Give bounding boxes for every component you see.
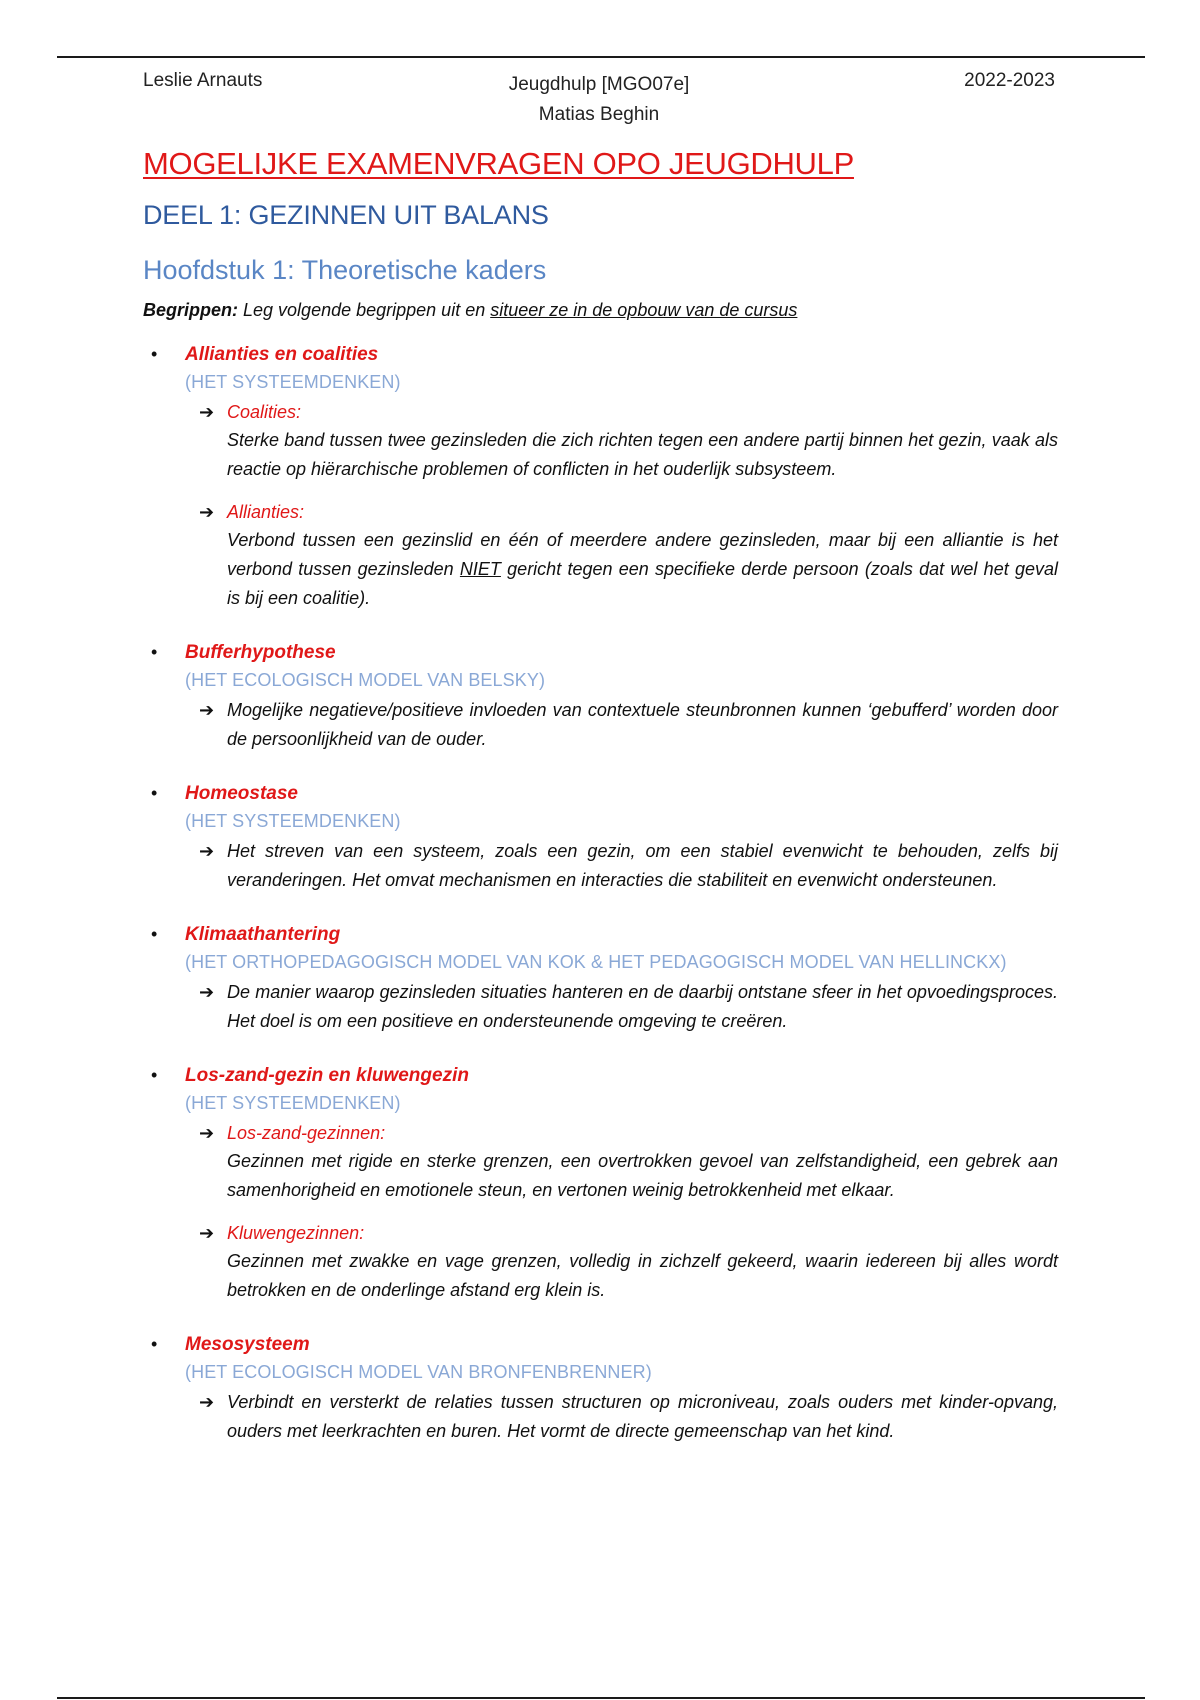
part-heading: DEEL 1: GEZINNEN UIT BALANS (143, 200, 549, 230)
page-header (143, 70, 1055, 130)
sub-definition (185, 498, 1058, 613)
definition-text (227, 526, 1058, 613)
definition-text: Mogelijke negatieve/positieve invloeden van contextuele steunbronnen kunnen ‘gebufferd’ worden door de persoonlijkheid van de ouder. (227, 700, 1058, 749)
sub-label: Allianties: (227, 502, 305, 522)
sub-definition (185, 1219, 1058, 1305)
definition-text: Gezinnen met zwakke en vage grenzen, volledig in zichzelf gekeerd, waarin iedereen bij alles wordt betrokken en de onderlinge afstand erg klein is. (227, 1251, 1058, 1300)
sub-definition (185, 696, 1058, 754)
term-name: Bufferhypothese (185, 642, 336, 663)
bullet-icon: • (151, 1065, 158, 1085)
definition-text: De manier waarop gezinsleden situaties hanteren en de daarbij ontstane sfeer in het opvoedingsproces. Het doel is om een positieve en ondersteunende omgeving te creëren. (227, 982, 1058, 1031)
list-item (143, 780, 1058, 895)
arrow-right-icon: ➔ (199, 841, 215, 861)
arrow-right-icon: ➔ (199, 1123, 215, 1143)
sub-label: Los-zand-gezinnen: (227, 1123, 386, 1143)
definition-text: Verbindt en versterkt de relaties tussen structuren op microniveau, zoals ouders met kinder-opvang, ouders met leerkrachten en buren. Het vormt de directe gemeenschap van het kind. (227, 1392, 1058, 1441)
arrow-right-icon: ➔ (199, 1392, 215, 1412)
chapter-heading: Hoofdstuk 1: Theoretische kaders (143, 255, 547, 285)
term-name: Los-zand-gezin en kluwengezin (185, 1065, 469, 1086)
instruction-underlined: situeer ze in de opbouw van de cursus (490, 300, 798, 320)
instruction-label: Begrippen: (143, 300, 239, 320)
list-item (143, 639, 1058, 754)
document-title: MOGELIJKE EXAMENVRAGEN OPO JEUGDHULP (143, 146, 854, 181)
definition-text-part: Verbond tussen een gezinslid en één of meerdere andere gezinsleden, maar bij een alliantie is het verbond tussen gezinsleden (227, 530, 1058, 579)
term-list (143, 341, 1058, 1446)
bullet-icon: • (151, 783, 158, 803)
sub-definition (185, 1388, 1058, 1446)
sub-definition (185, 837, 1058, 895)
definition-text-part: gericht tegen een specifieke derde persoon (zoals dat wel het geval is bij een coalitie). (227, 559, 1058, 608)
arrow-right-icon: ➔ (199, 1223, 215, 1243)
definition-text: Gezinnen met rigide en sterke grenzen, een overtrokken gevoel van zelfstandigheid, een gebrek aan samenhorigheid en emotionele steun, en vertonen weinig betrokkenheid met elkaar. (227, 1151, 1058, 1200)
bullet-icon: • (151, 1334, 158, 1354)
header-course (143, 70, 1055, 130)
definition-text: Het streven van een systeem, zoals een gezin, om een stabiel evenwicht te behouden, zelfs bij veranderingen. Het omvat mechanismen en interacties die stabiliteit en evenwicht ondersteunen. (227, 841, 1058, 890)
bullet-icon: • (151, 924, 158, 944)
term-model: (HET SYSTEEMDENKEN) (185, 811, 401, 831)
header-year: 2022-2023 (964, 70, 1055, 91)
term-name: Mesosysteem (185, 1334, 310, 1355)
list-item (143, 921, 1058, 1036)
sub-definition (185, 978, 1058, 1036)
term-model: (HET ECOLOGISCH MODEL VAN BRONFENBRENNER) (185, 1362, 652, 1382)
term-model: (HET SYSTEEMDENKEN) (185, 372, 401, 392)
document-body (143, 146, 1058, 1472)
sub-definition (185, 398, 1058, 484)
header-course-title: Jeugdhulp [MGO07e] (508, 74, 690, 95)
list-item (143, 341, 1058, 613)
instruction-text: Leg volgende begrippen uit en (238, 300, 491, 320)
header-co-author: Matias Beghin (538, 104, 660, 125)
list-item (143, 1062, 1058, 1305)
sub-label: Kluwengezinnen: (227, 1223, 365, 1243)
arrow-right-icon: ➔ (199, 502, 215, 522)
bullet-icon: • (151, 344, 158, 364)
top-rule (57, 56, 1145, 58)
term-name: Allianties en coalities (185, 344, 379, 365)
arrow-right-icon: ➔ (199, 402, 215, 422)
definition-emphasis: NIET (459, 559, 501, 579)
instruction (143, 300, 1058, 321)
term-model: (HET ORTHOPEDAGOGISCH MODEL VAN KOK & HET PEDAGOGISCH MODEL VAN HELLINCKX) (185, 952, 1007, 972)
term-name: Homeostase (185, 783, 298, 804)
sub-definition (185, 1119, 1058, 1205)
bottom-rule (57, 1697, 1145, 1699)
term-model: (HET SYSTEEMDENKEN) (185, 1093, 401, 1113)
sub-label: Coalities: (227, 402, 302, 422)
bullet-icon: • (151, 642, 158, 662)
arrow-right-icon: ➔ (199, 700, 215, 720)
definition-text: Sterke band tussen twee gezinsleden die zich richten tegen een andere partij binnen het gezin, vaak als reactie op hiërarchische problemen of conflicten in het ouderlijk subsysteem. (227, 430, 1058, 479)
list-item (143, 1331, 1058, 1446)
term-name: Klimaathantering (185, 924, 341, 945)
arrow-right-icon: ➔ (199, 982, 215, 1002)
term-model: (HET ECOLOGISCH MODEL VAN BELSKY) (185, 670, 546, 690)
header-author: Leslie Arnauts (143, 70, 263, 91)
